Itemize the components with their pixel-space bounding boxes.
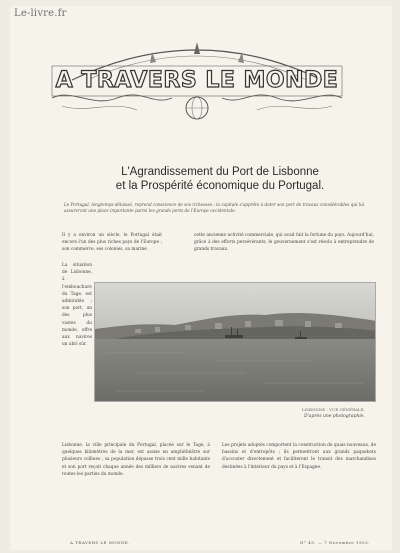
article-lead: Le Portugal, longtemps délaissé, reprend conscience de ses richesses : la capitale s'apprête à doter son port de travaux considérables qui lui assureront une place importante parmi les grands ports de l'Europe occidentale. bbox=[64, 202, 365, 213]
source-watermark: Le-livre.fr bbox=[14, 8, 67, 19]
article-title-line1: L'Agrandissement du Port de Lisbonne bbox=[121, 166, 319, 178]
text-column-left-mid: La situation de Lisbonne, à l'embouchure du Tage, est admirable ; son port, un des plus vastes du monde, offre aux navires un abri sûr. bbox=[62, 263, 92, 348]
masthead bbox=[32, 28, 362, 124]
text-column-right-top: cette ancienne activité commerciale, qui avait fait la fortune du pays. Aujourd'hui, grâce à des efforts persévérants, le gouvernement s'est résolu à entreprendre de grands travaux. bbox=[194, 233, 374, 253]
photo-credit: D'après une photographie. bbox=[304, 414, 365, 419]
photo-image bbox=[95, 283, 376, 402]
text-column-right-bottom: Les projets adoptés comportent la construction de quais nouveaux, de bassins et d'entrepôts ; ils permettront aux grands paquebots d'accoster directement et faciliteront le transit des marchandises destinées à l'intérieur du pays et à l'Espagne. bbox=[222, 443, 376, 470]
photo-caption: LISBONNE : VUE GÉNÉRALE. bbox=[302, 407, 365, 412]
text-column-left-bottom: Lisbonne, la ville principale du Portugal, placée sur le Tage, à quelques kilomètres de la mer, est assise en amphithéâtre sur plusieurs collines ; sa population dépasse trois cent mille habitants et son port reçoit chaque année des milliers de navires venant de toutes les parties du monde. bbox=[62, 443, 210, 477]
masthead-title: A TRAVERS LE MONDE bbox=[55, 68, 339, 93]
magazine-page bbox=[10, 6, 392, 550]
article-title-line2: et la Prospérité économique du Portugal. bbox=[115, 180, 325, 192]
footer-issue: N° 45. — 7 Novembre 1903. bbox=[300, 540, 370, 545]
footer-publication: A TRAVERS LE MONDE. bbox=[70, 540, 130, 545]
lisbon-harbour-photo bbox=[94, 282, 376, 402]
text-column-left-top: Il y a environ un siècle, le Portugal était encore l'un des plus riches pays de l'Europe ; son commerce, ses colonies, sa marine bbox=[62, 233, 162, 253]
